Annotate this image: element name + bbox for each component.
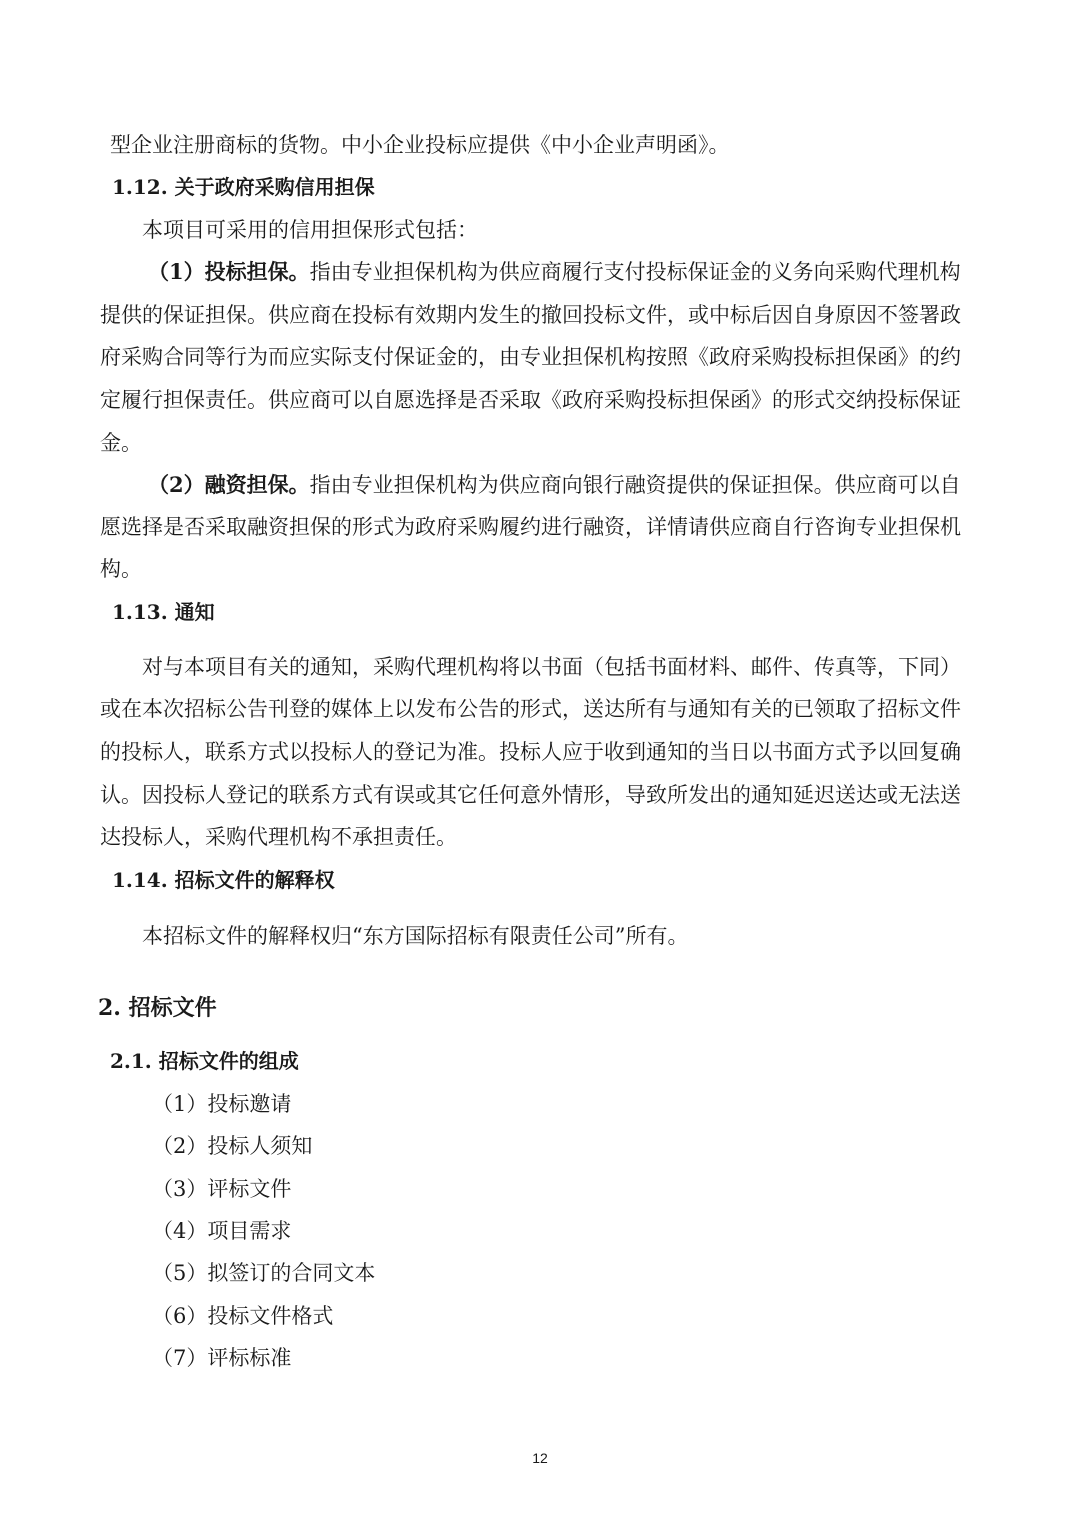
paragraph-line xyxy=(148,257,961,287)
list-item: （4）项目需求 xyxy=(152,1219,292,1243)
paragraph-line: 对与本项目有关的通知，采购代理机构将以书面（包括书面材料、邮件、传真等，下同） xyxy=(142,655,961,679)
section-heading-2: 2. 招标文件 xyxy=(98,995,217,1021)
financing-guarantee-text: 指由专业担保机构为供应商向银行融资提供的保证担保。供应商可以自 xyxy=(309,473,961,497)
paragraph-line: 提供的保证担保。供应商在投标有效期内发生的撤回投标文件，或中标后因自身原因不签署政 xyxy=(100,303,961,327)
paragraph-line: 本招标文件的解释权归“东方国际招标有限责任公司”所有。 xyxy=(142,924,689,948)
paragraph-line: 金。 xyxy=(100,431,142,455)
paragraph-line: 或在本次招标公告刊登的媒体上以发布公告的形式，送达所有与通知有关的已领取了招标文件 xyxy=(100,697,961,721)
bid-guarantee-label: （1）投标担保。 xyxy=(148,259,310,284)
paragraph-line: 构。 xyxy=(100,557,142,581)
list-item: （6）投标文件格式 xyxy=(152,1304,334,1328)
section-heading-2-1: 2.1. 招标文件的组成 xyxy=(110,1049,299,1073)
paragraph-line: 认。因投标人登记的联系方式有误或其它任何意外情形，导致所发出的通知延迟送达或无法送 xyxy=(100,783,961,807)
bid-guarantee-text: 指由专业担保机构为供应商履行支付投标保证金的义务向采购代理机构 xyxy=(309,260,961,284)
section-heading-1-12: 1.12. 关于政府采购信用担保 xyxy=(112,175,375,199)
paragraph-line: 定履行担保责任。供应商可以自愿选择是否采取《政府采购投标担保函》的形式交纳投标保证 xyxy=(100,388,961,412)
list-item: （2）投标人须知 xyxy=(152,1134,313,1158)
list-item: （1）投标邀请 xyxy=(152,1092,292,1116)
list-item: （7）评标标准 xyxy=(152,1346,292,1370)
paragraph-line: 型企业注册商标的货物。中小企业投标应提供《中小企业声明函》。 xyxy=(110,133,730,157)
section-heading-1-14: 1.14. 招标文件的解释权 xyxy=(112,868,335,892)
paragraph-line: 府采购合同等行为而应实际支付保证金的，由专业担保机构按照《政府采购投标担保函》的约 xyxy=(100,345,961,369)
paragraph-line: 愿选择是否采取融资担保的形式为政府采购履约进行融资，详情请供应商自行咨询专业担保机 xyxy=(100,515,961,539)
paragraph-line: 达投标人，采购代理机构不承担责任。 xyxy=(100,825,457,849)
financing-guarantee-label: （2）融资担保。 xyxy=(148,472,310,497)
paragraph-line: 的投标人，联系方式以投标人的登记为准。投标人应于收到通知的当日以书面方式予以回复确 xyxy=(100,740,961,764)
section-heading-1-13: 1.13. 通知 xyxy=(112,600,215,624)
list-item: （5）拟签订的合同文本 xyxy=(152,1261,376,1285)
page-number: 12 xyxy=(532,1450,548,1466)
list-item: （3）评标文件 xyxy=(152,1177,292,1201)
paragraph-line: 本项目可采用的信用担保形式包括： xyxy=(142,218,478,242)
paragraph-line xyxy=(148,470,961,500)
